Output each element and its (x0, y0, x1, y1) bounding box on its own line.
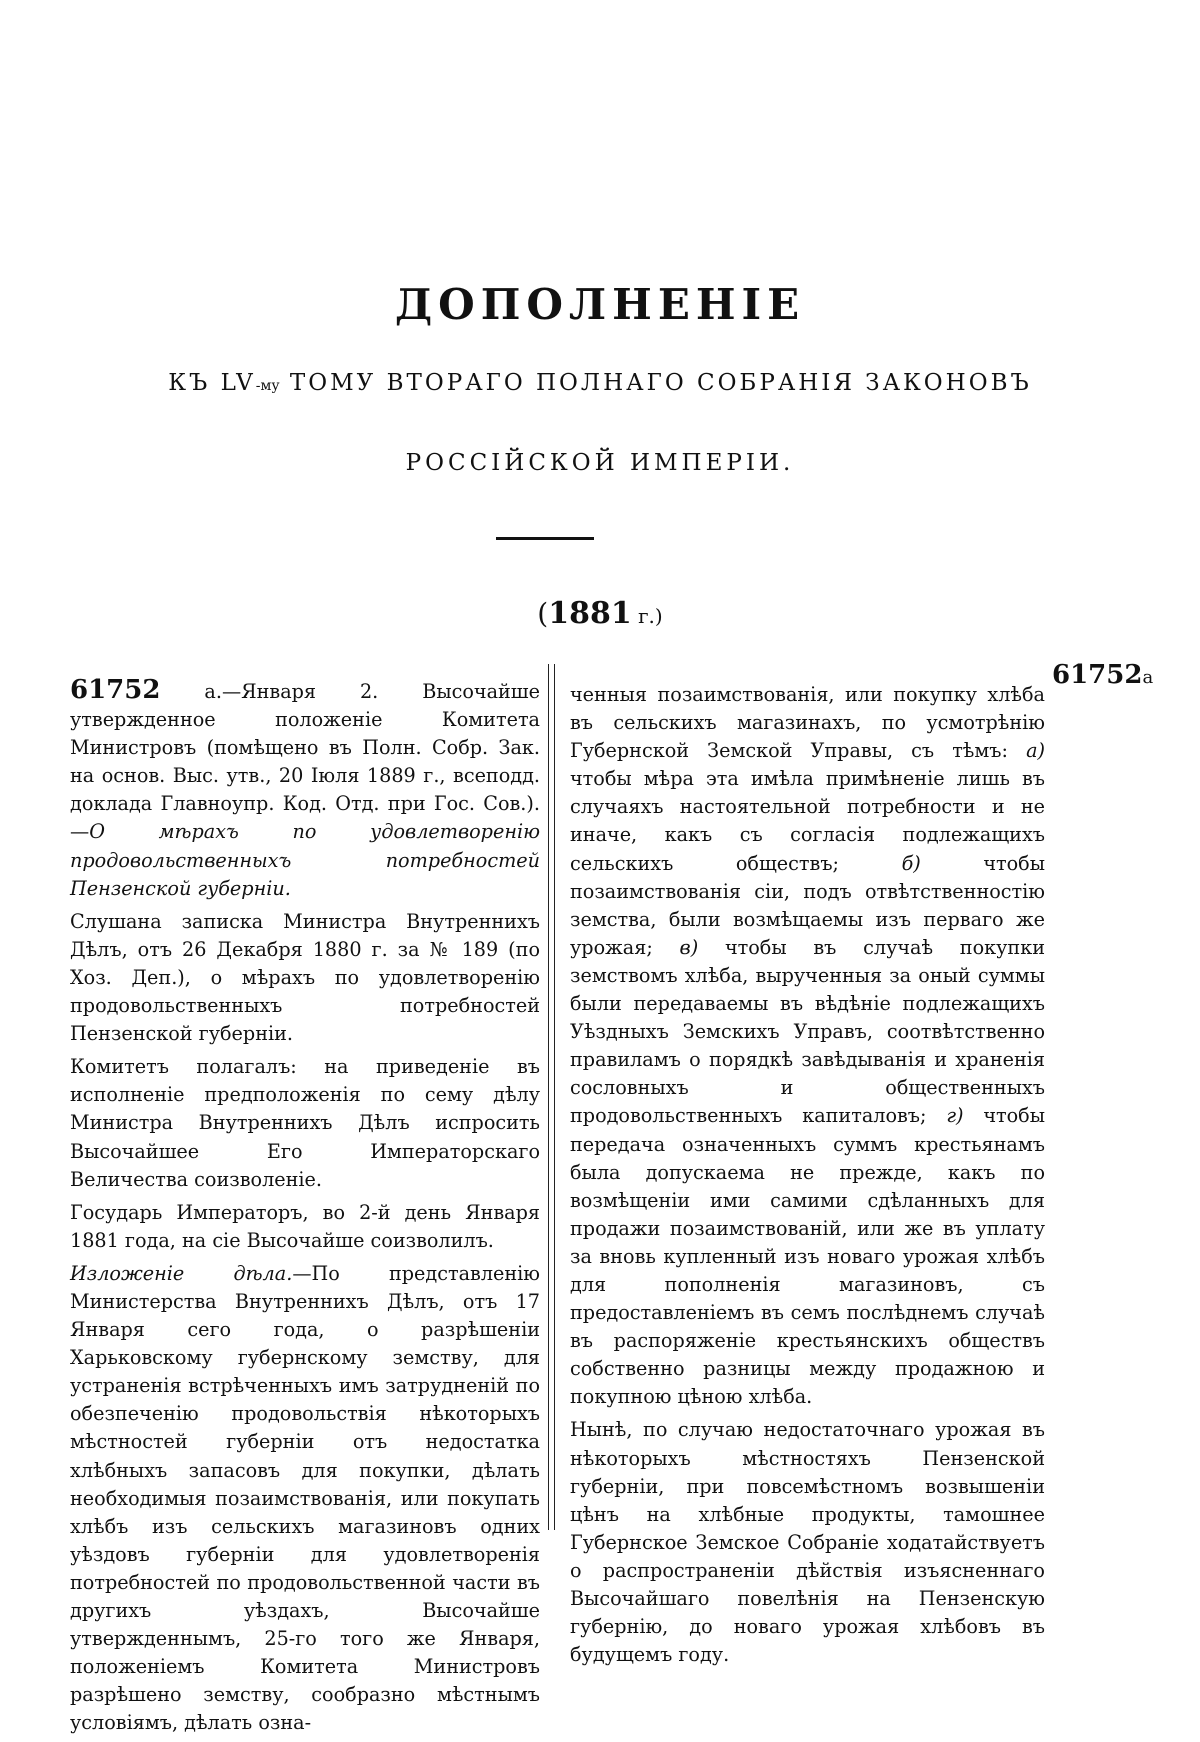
paragraph: Слушана записка Министра Внутреннихъ Дѣлъ, отъ 26 Декабря 1880 г. за № 189 (по Хоз. Деп.), о мѣрахъ по удовлетворенію продовольственныхъ потребностей Пензенской губерніи. (70, 909, 540, 1046)
paragraph: Нынѣ, по случаю недостаточнаго урожая въ нѣкоторыхъ мѣстностяхъ Пензенской губерніи, при повсемѣстномъ возвышеніи цѣнъ на хлѣбные продукты, тамошнее Губернское Земское Собраніе ходатайствуетъ о распространеніи дѣйствія изъясненнаго Высочайшаго повелѣнія на Пензенскую губернію, до новаго урожая хлѣбовъ въ будущемъ году. (570, 1418, 1045, 1667)
paragraph (570, 681, 1045, 1411)
paragraph (70, 1260, 540, 1738)
clause-marker: б) (901, 851, 921, 875)
clause-marker: а) (1026, 739, 1045, 763)
title-rule (496, 537, 594, 540)
paragraph-text: —По представленію Министерства Внутреннихъ Дѣлъ, отъ 17 Января сего года, о разрѣшеніи Харьковскому губернскому земству, для устраненія встрѣченныхъ имъ затрудненій по обезпеченію продовольствія нѣкоторыхъ мѣстностей губерніи отъ недостатка хлѣбныхъ запасовъ для покупки, дѣлать необходимыя позаимствованія, или покупать хлѣбъ изъ сельскихъ магазиновъ одних уѣздовъ губерніи для удовлетворенія потребностей по продовольственной части въ другихъ уѣздахъ, Высочайше утвержденнымъ, 25-го того же Января, положеніемъ Комитета Министровъ разрѣшено земству, сообразно мѣстнымъ условіямъ, дѣлать озна- (70, 1261, 540, 1735)
entry-number: 61752 (70, 675, 161, 705)
left-column (70, 676, 540, 1742)
margin-entry-number (1052, 660, 1153, 690)
paragraph: Государь Императоръ, во 2-й день Января 1881 года, на сіе Высочайше соизволилъ. (70, 1200, 540, 1252)
year-heading (0, 596, 1200, 631)
paragraph-text: чтобы въ случаѣ покупки земствомъ хлѣба, вырученныя за оный суммы были передаваемы въ вѣдѣніе подлежащихъ Уѣздныхъ Земскихъ Управъ, соотвѣтственно правиламъ о порядкѣ завѣдыванія и храненія сословныхъ и общественныхъ продовольственныхъ капиталовъ; (570, 935, 1045, 1128)
clause-marker: в) (679, 935, 699, 959)
paragraph-text: чтобы передача означенныхъ суммъ крестьянамъ была допускаема не прежде, какъ по возмѣщеніи ими самими сдѣланныхъ для продажи позаимствованій, или же въ уплату за вновь купленный изъ новаго урожая хлѣбъ для пополненія магазиновъ, съ предоставленіемъ въ семъ послѣднемъ случаѣ въ распоряженіе крестьянскихъ обществъ собственно разницы между продажною и покупною цѣною хлѣба. (570, 1104, 1045, 1409)
subtitle-part: КЪ LV (168, 370, 256, 396)
document-subtitle-2: РОССІЙСКОЙ ИМПЕРІИ. (405, 450, 795, 476)
entry-heading-topic: О мѣрахъ по удовлетворенію продовольственныхъ потребностей Пензенской губерніи. (70, 820, 540, 900)
year-open-paren: ( (537, 597, 549, 630)
margin-number-value: 61752 (1052, 660, 1143, 690)
entry-heading-paragraph (70, 676, 540, 903)
section-label: Изложеніе дѣла. (70, 1261, 293, 1285)
paragraph-text: ченныя позаимствованія, или покупку хлѣба въ сельскихъ магазинахъ, по усмотрѣнію Губернской Земской Управы, съ тѣмъ: (570, 683, 1045, 763)
subtitle-suffix: -му (255, 378, 280, 394)
paragraph-text: чтобы позаимствованія сіи, подъ отвѣтственностію земства, были возмѣщаемы изъ перваго же урожая; (570, 851, 1046, 959)
paragraph: Комитетъ полагалъ: на приведеніе въ исполненіе предположенія по сему дѣлу Министра Внутреннихъ Дѣлъ испросить Высочайшее Его Императорскаго Величества соизволеніе. (70, 1055, 540, 1191)
clause-marker: г) (946, 1104, 964, 1128)
document-title: ДОПОЛНЕНІЕ (394, 280, 806, 329)
year-number: 1881 (548, 596, 632, 631)
paragraph-text: чтобы мѣра эта имѣла примѣненіе лишь въ случаяхъ настоятельной потребности и не иначе, какъ съ согласія подлежащихъ сельскихъ обществъ; (570, 767, 1045, 875)
entry-heading-text: а.—Января 2. Высочайше утвержденное положеніе Комитета Министровъ (помѣщено въ Полн. Собр. Зак. на основ. Выс. утв., 20 Іюля 1889 г., всеподд. доклада Главноупр. Код. Отд. при Гос. Сов.).— (70, 680, 540, 844)
right-column (570, 681, 1045, 1674)
column-divider (548, 664, 555, 1530)
document-subtitle (0, 370, 1200, 396)
year-suffix: г.) (631, 604, 663, 628)
margin-number-suffix: а (1142, 667, 1154, 688)
subtitle-rest: ТОМУ ВТОРАГО ПОЛНАГО СОБРАНІЯ ЗАКОНОВЪ (279, 370, 1032, 396)
